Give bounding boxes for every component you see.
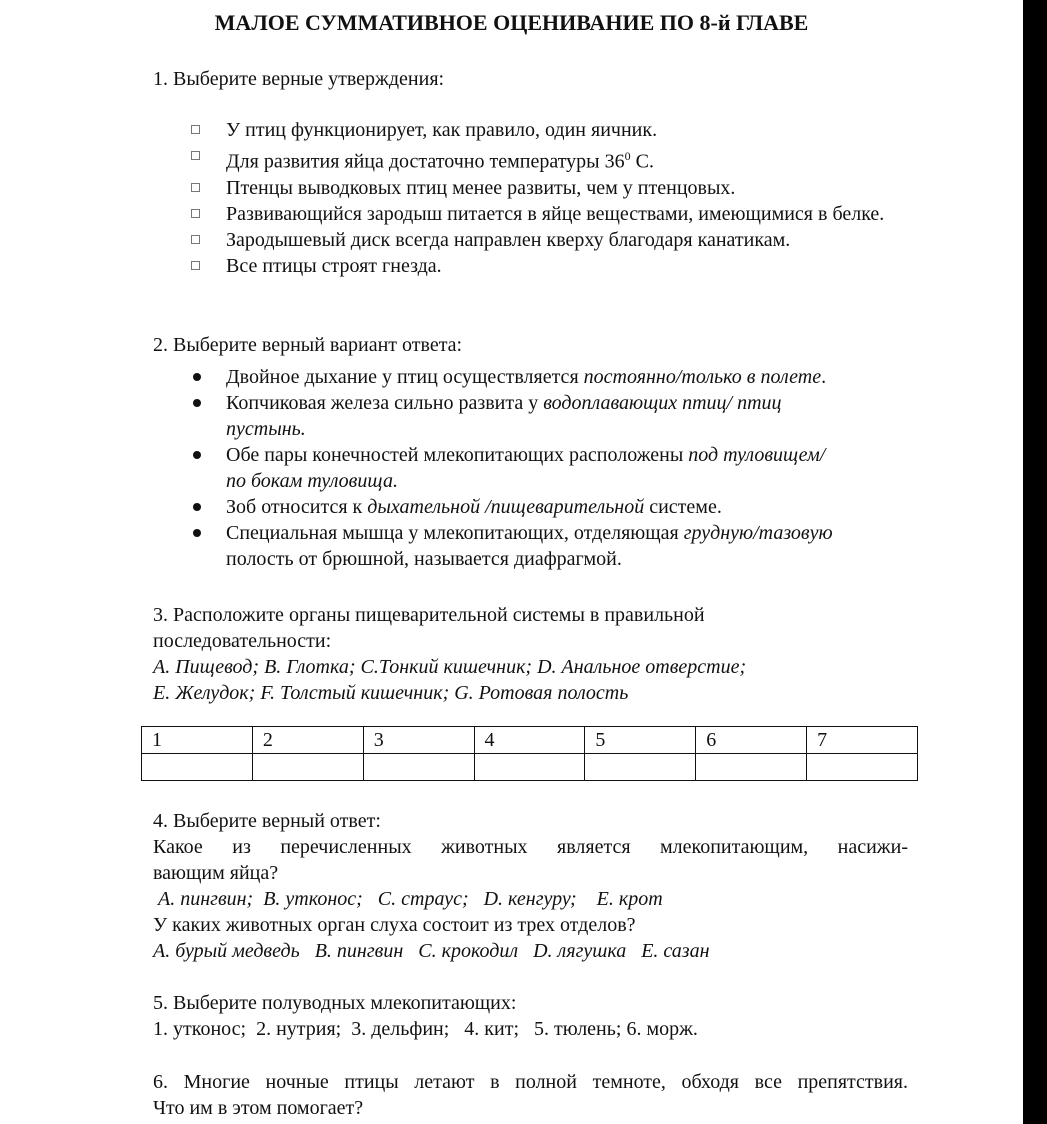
bullet-item: Специальная мышца у млекопитающих, отделяющая грудную/тазовую полость от брюшной, называется диафрагмой. [153,520,846,572]
bullet-item: Двойное дыхание у птиц осуществляется постоянно/только в полете. [153,364,946,390]
checkbox-icon[interactable] [191,125,200,134]
question-5 [153,990,698,1042]
table-answer-cell[interactable] [474,754,585,781]
question-2-options [153,364,946,572]
table-header-cell: 2 [252,727,363,754]
bullet-item: Зоб относится к дыхательной /пищеварительной системе. [153,494,946,520]
question-6-line2: Что им в этом помогает? [153,1097,364,1119]
question-4-answers-1: А. пингвин; В. утконос; С. страус; D. кенгуру; Е. крот [153,888,663,910]
question-6 [153,1069,908,1121]
checkbox-item: У птиц функционирует, как правило, один яичник. [153,117,946,143]
page-title: МАЛОЕ СУММАТИВНОЕ ОЦЕНИВАНИЕ ПО 8-й ГЛАВЕ [214,10,809,35]
table-header-cell: 4 [474,727,585,754]
table-answer-cell[interactable] [252,754,363,781]
question-1-options [153,117,946,279]
table-header-cell: 6 [696,727,807,754]
question-4-text-line2: вающим яйца? [153,862,279,884]
checkbox-item: Для развития яйца достаточно температуры $36^0$ С. [153,143,946,175]
table-answer-cell[interactable] [807,754,918,781]
question-6-line1: 6. Многие ночные птицы летают в полной темноте, обходя все препятствия. [153,1071,908,1093]
table-answer-cell[interactable] [585,754,696,781]
question-1-heading: 1. Выберите верные утверждения: [153,68,445,90]
bullet-icon [193,529,201,537]
question-5-options: 1. утконос; 2. нутрия; 3. дельфин; 4. кит; 5. тюлень; 6. морж. [153,1018,698,1040]
table-answer-cell[interactable] [696,754,807,781]
table-answer-cell[interactable] [363,754,474,781]
checkbox-icon[interactable] [191,183,200,192]
checkbox-item: Зародышевый диск всегда направлен кверху благодаря канатикам. [153,227,946,253]
bullet-icon [193,451,201,459]
table-header-cell: 3 [363,727,474,754]
checkbox-icon[interactable] [191,235,200,244]
checkbox-icon[interactable] [191,209,200,218]
table-header-cell: 7 [807,727,918,754]
question-2-heading: 2. Выберите верный вариант ответа: [153,334,463,356]
question-4-heading: 4. Выберите верный ответ: [153,810,381,832]
question-3-options-line1: А. Пищевод; В. Глотка; С.Тонкий кишечник; D. Анальное отверстие; [153,656,747,678]
question-3-heading-line1: 3. Расположите органы пищеварительной системы в правильной [153,604,705,626]
question-1 [153,66,444,92]
table-answer-row [142,754,918,781]
table-answer-cell[interactable] [142,754,253,781]
question-3-heading-line2: последовательности: [153,630,332,652]
question-3 [153,602,746,706]
bullet-item: Копчиковая железа сильно развита у водоплавающих птиц/ птиц пустынь. [153,390,806,442]
table-header-cell: 1 [142,727,253,754]
question-4-text-line1: Какое из перечисленных животных является млекопитающим, насижи- [153,836,908,858]
checkbox-item: Все птицы строят гнезда. [153,253,946,279]
question-5-heading: 5. Выберите полуводных млекопитающих: [153,992,517,1014]
bullet-icon [193,503,201,511]
question-4-text-2: У каких животных орган слуха состоит из трех отделов? [153,914,636,936]
checkbox-item: Развивающийся зародыш питается в яйце веществами, имеющимися в белке. [153,201,946,227]
question-3-options-line2: Е. Желудок; F. Толстый кишечник; G. Ротовая полость [153,682,629,704]
table-header-row [142,727,918,754]
question-4-answers-2: А. бурый медведь В. пингвин С. крокодил D. лягушка Е. сазан [153,940,710,962]
question-4 [153,808,908,964]
question-2 [153,332,462,358]
bullet-icon [193,373,201,381]
table-header-cell: 5 [585,727,696,754]
bullet-item: Обе пары конечностей млекопитающих расположены под туловищем/по бокам туловища. [153,442,826,494]
checkbox-icon[interactable] [191,151,200,160]
bullet-icon [193,399,201,407]
checkbox-icon[interactable] [191,261,200,270]
answer-table [141,726,918,781]
checkbox-item: Птенцы выводковых птиц менее развиты, чем у птенцовых. [153,175,946,201]
